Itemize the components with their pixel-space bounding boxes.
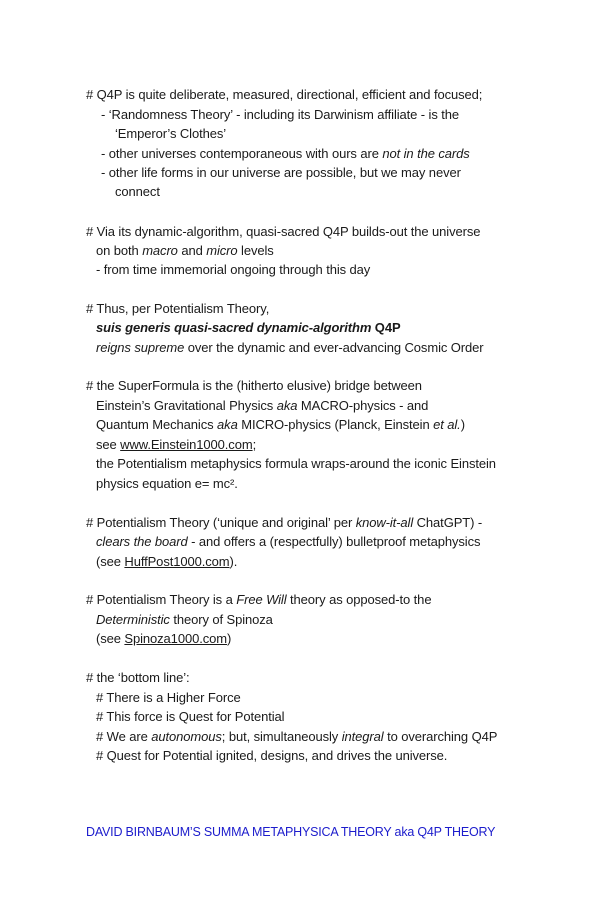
s2-italic-macro: macro (142, 243, 178, 258)
s1-line-4-text: - other universes contemporaneous with ours are (101, 146, 383, 161)
s4-line-6: physics equation e= mc². (96, 476, 238, 491)
s7-line-3: # This force is Quest for Potential (96, 709, 285, 724)
s6-line-3 (96, 631, 231, 646)
s6-line-1 (86, 592, 431, 607)
s4-line-5: the Potentialism metaphysics formula wraps-around the iconic Einstein (96, 456, 496, 471)
s3-bold-q4p: Q4P (371, 320, 401, 335)
s4-l2-c: MACRO-physics - and (297, 398, 429, 413)
einstein-link[interactable]: www.Einstein1000.com (120, 437, 253, 452)
s6-l2-b: theory of Spinoza (169, 612, 273, 627)
s6-l3-b: ) (226, 631, 232, 646)
s7-line-4 (96, 729, 497, 744)
s6-l2-italic: Deterministic (96, 612, 170, 627)
s7-l4-c: ; but, simultaneously (221, 729, 342, 744)
s7-line-2: # There is a Higher Force (96, 690, 241, 705)
s2-italic-micro: micro (206, 243, 238, 258)
s5-l3-b: ). (229, 554, 238, 569)
s2-text-c: and (177, 243, 207, 258)
s5-l1-italic: know-it-all (355, 515, 414, 530)
s5-l3-a: (see (96, 554, 125, 569)
s4-l2-a: Einstein’s Gravitational Physics (96, 398, 277, 413)
s4-line-2 (96, 398, 428, 413)
s4-l4-b: ; (252, 437, 257, 452)
s5-line-2 (96, 534, 480, 549)
s3-text-b: over the dynamic and ever-advancing Cosmic Order (184, 340, 484, 355)
s5-l1-c: ChatGPT) - (413, 515, 483, 530)
s6-l1-a: # Potentialism Theory is a (86, 592, 237, 607)
s5-line-1 (86, 515, 482, 530)
s1-line-4 (101, 146, 470, 161)
s2-line-3: - from time immemorial ongoing through this day (96, 262, 371, 277)
s5-l2-b: - and offers a (respectfully) bulletproof metaphysics (187, 534, 481, 549)
s6-line-2 (96, 612, 273, 627)
s6-l1-italic: Free Will (236, 592, 287, 607)
s4-line-1: # the SuperFormula is the (hitherto elusive) bridge between (86, 378, 422, 393)
footer-title: DAVID BIRNBAUM’S SUMMA METAPHYSICA THEORY aka Q4P THEORY (86, 825, 496, 839)
s4-l3-e: ) (460, 417, 465, 432)
s1-line-1: # Q4P is quite deliberate, measured, directional, efficient and focused; (86, 87, 483, 102)
spinoza-link[interactable]: Spinoza1000.com (124, 631, 227, 646)
s2-line-2 (96, 243, 274, 258)
s3-italic-reigns: reigns supreme (96, 340, 185, 355)
s2-text-e: levels (237, 243, 274, 258)
s4-l3-a: Quantum Mechanics (96, 417, 218, 432)
s3-line-3 (96, 340, 484, 355)
s2-text-a: on both (96, 243, 143, 258)
s6-l1-c: theory as opposed-to the (286, 592, 432, 607)
s2-line-1: # Via its dynamic-algorithm, quasi-sacred Q4P builds-out the universe (86, 224, 481, 239)
s5-l2-italic: clears the board (96, 534, 188, 549)
s1-line-4-italic: not in the cards (382, 146, 470, 161)
s7-l4-e: to overarching Q4P (383, 729, 498, 744)
s4-l2-aka: aka (276, 398, 298, 413)
s4-line-3 (96, 417, 465, 432)
s7-line-5: # Quest for Potential ignited, designs, and drives the universe. (96, 748, 448, 763)
s7-l4-italic-integral: integral (341, 729, 384, 744)
s4-l3-c: MICRO-physics (Planck, Einstein (237, 417, 434, 432)
s4-line-4 (96, 437, 256, 452)
s4-l4-a: see (96, 437, 121, 452)
s4-l3-aka: aka (217, 417, 238, 432)
s3-line-1: # Thus, per Potentialism Theory, (86, 301, 270, 316)
s4-l3-etal: et al. (433, 417, 461, 432)
s7-l4-a: # We are (96, 729, 152, 744)
s5-line-3 (96, 554, 237, 569)
s1-line-6: connect (115, 184, 160, 199)
s7-line-1: # the ‘bottom line’: (86, 670, 190, 685)
s3-line-2 (96, 320, 401, 335)
s1-line-2: - ‘Randomness Theory’ - including its Darwinism affiliate - is the (101, 107, 460, 122)
s1-line-5: - other life forms in our universe are possible, but we may never (101, 165, 461, 180)
s3-bold-italic: suis generis quasi-sacred dynamic-algorithm (96, 320, 372, 335)
s6-l3-a: (see (96, 631, 125, 646)
s5-l1-a: # Potentialism Theory (‘unique and original’ per (86, 515, 356, 530)
s7-l4-italic-autonomous: autonomous (151, 729, 222, 744)
s1-line-3: ‘Emperor’s Clothes’ (115, 126, 227, 141)
huffpost-link[interactable]: HuffPost1000.com (124, 554, 230, 569)
